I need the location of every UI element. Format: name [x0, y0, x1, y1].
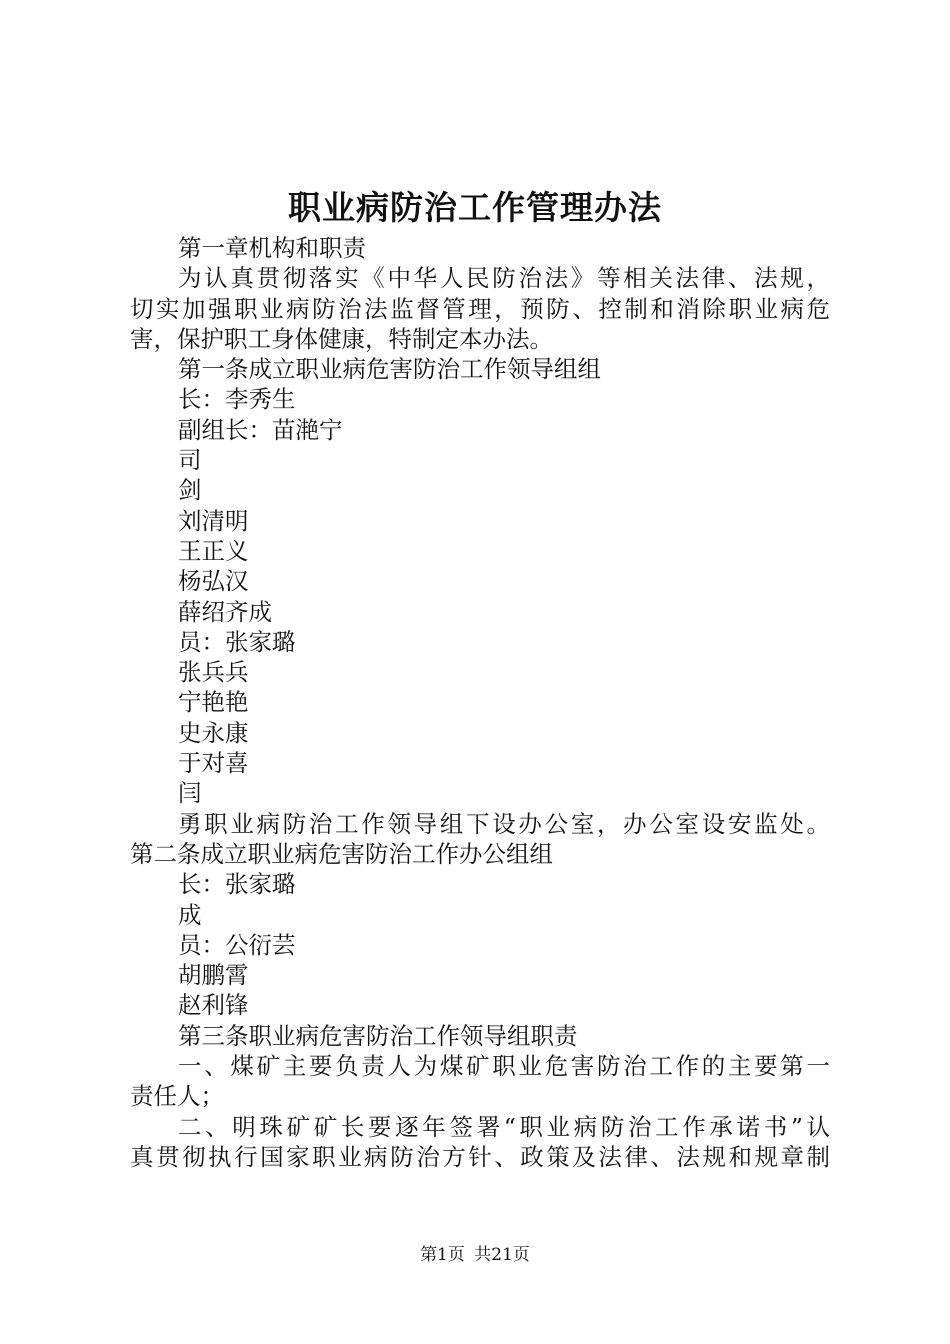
text-line: 薛绍齐成 — [178, 597, 272, 626]
text-line: 于对喜 — [178, 749, 249, 778]
text-line: 勇职业病防治工作领导组下设办公室，办公室设安监处。 — [178, 809, 830, 838]
page-total: 共21页 — [474, 1245, 530, 1265]
text-line: 第一章机构和职责 — [178, 234, 366, 262]
text-line: 一、煤矿主要负责人为煤矿职业危害防治工作的主要第一 — [178, 1052, 830, 1081]
text-line: 王正义 — [178, 536, 249, 565]
text-line: 为认真贯彻落实《中华人民防治法》等相关法律、法规， — [178, 264, 830, 293]
text-line: 第二条成立职业病危害防治工作办公组组 — [130, 839, 553, 868]
text-line: 第三条职业病危害防治工作领导组职责 — [178, 1021, 578, 1050]
text-line: 史永康 — [178, 718, 249, 747]
text-line: 胡鹏霄 — [178, 961, 249, 990]
text-line: 长：李秀生 — [178, 385, 296, 414]
text-line: 刘清明 — [178, 506, 249, 535]
document-title: 职业病防治工作管理办法 — [288, 188, 662, 227]
text-line: 员：公衍芸 — [178, 930, 296, 959]
text-line: 害，保护职工身体健康，特制定本办法。 — [130, 324, 553, 353]
text-line: 张兵兵 — [178, 658, 249, 687]
text-line: 责任人； — [130, 1082, 224, 1111]
page-footer — [0, 1240, 950, 1270]
text-line: 员：张家璐 — [178, 627, 296, 656]
text-line: 第一条成立职业病危害防治工作领导组组 — [178, 355, 601, 384]
document-body — [130, 233, 830, 1172]
text-line: 剑 — [178, 476, 202, 505]
text-line: 司 — [178, 446, 202, 475]
text-line: 赵利锋 — [178, 991, 249, 1020]
text-line: 成 — [178, 900, 202, 929]
text-line: 切实加强职业病防治法监督管理，预防、控制和消除职业病危 — [130, 294, 830, 323]
text-line: 宁艳艳 — [178, 688, 249, 717]
text-line: 杨弘汉 — [178, 567, 249, 596]
text-line: 闫 — [178, 779, 202, 808]
text-line: 真贯彻执行国家职业病防治方针、政策及法律、法规和规章制 — [130, 1142, 830, 1171]
text-line: 副组长：苗滟宁 — [178, 415, 343, 444]
text-line: 二、明珠矿矿长要逐年签署“职业病防治工作承诺书”认 — [178, 1112, 830, 1141]
page-number: 第1页 — [420, 1245, 465, 1265]
text-line: 长：张家璐 — [178, 870, 296, 899]
